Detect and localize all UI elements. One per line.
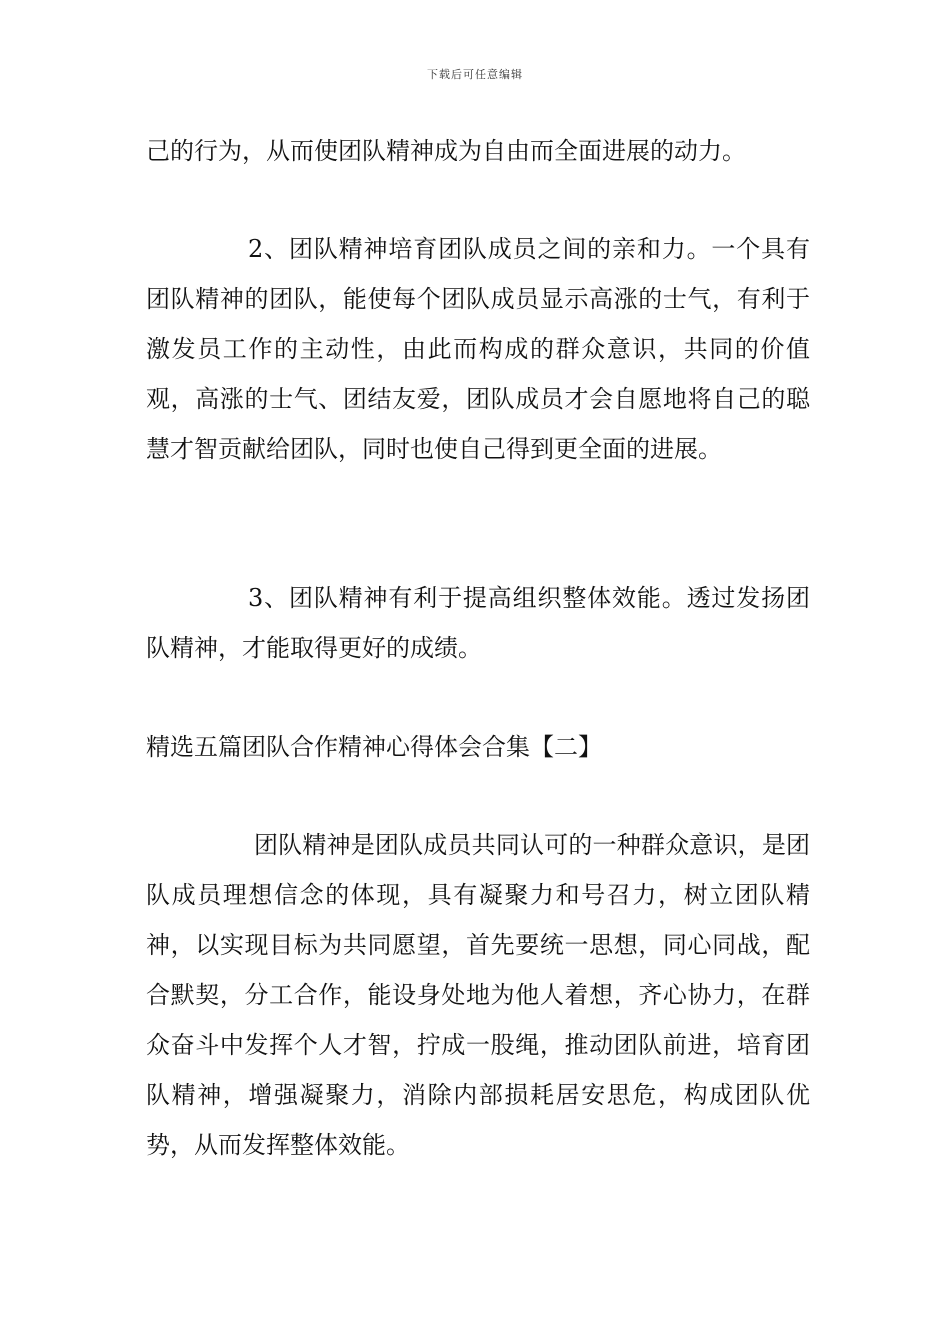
paragraph-text: 3、团队精神有利于提高组织整体效能。透过发扬团队精神，才能取得更好的成绩。 [146, 584, 810, 662]
paragraph-point-3 [146, 573, 810, 673]
paragraph-point-2 [146, 224, 810, 474]
section-heading-text: 精选五篇团队合作精神心得体会合集【二】 [146, 733, 602, 761]
section-heading [146, 722, 810, 772]
page-header-note: 下载后可任意编辑 [427, 68, 523, 81]
paragraph-text: 2、团队精神培育团队成员之间的亲和力。一个具有团队精神的团队，能使每个团队成员显示高涨的士气，有利于激发员工作的主动性，由此而构成的群众意识，共同的价值观，高涨的士气、团结友爱，团队成员才会自愿地将自己的聪慧才智贡献给团队，同时也使自己得到更全面的进展。 [146, 235, 810, 463]
paragraph-continuation [146, 126, 810, 176]
paragraph-text: 己的行为，从而使团队精神成为自由而全面进展的动力。 [146, 137, 746, 165]
paragraph-team-spirit [146, 820, 810, 1170]
paragraph-text: 团队精神是团队成员共同认可的一种群众意识，是团队成员理想信念的体现，具有凝聚力和号召力，树立团队精神，以实现目标为共同愿望，首先要统一思想，同心同战，配合默契，分工合作，能设身处地为他人着想，齐心协力，在群众奋斗中发挥个人才智，拧成一股绳，推动团队前进，培育团队精神，增强凝聚力，消除内部损耗居安思危，构成团队优势，从而发挥整体效能。 [146, 831, 810, 1159]
